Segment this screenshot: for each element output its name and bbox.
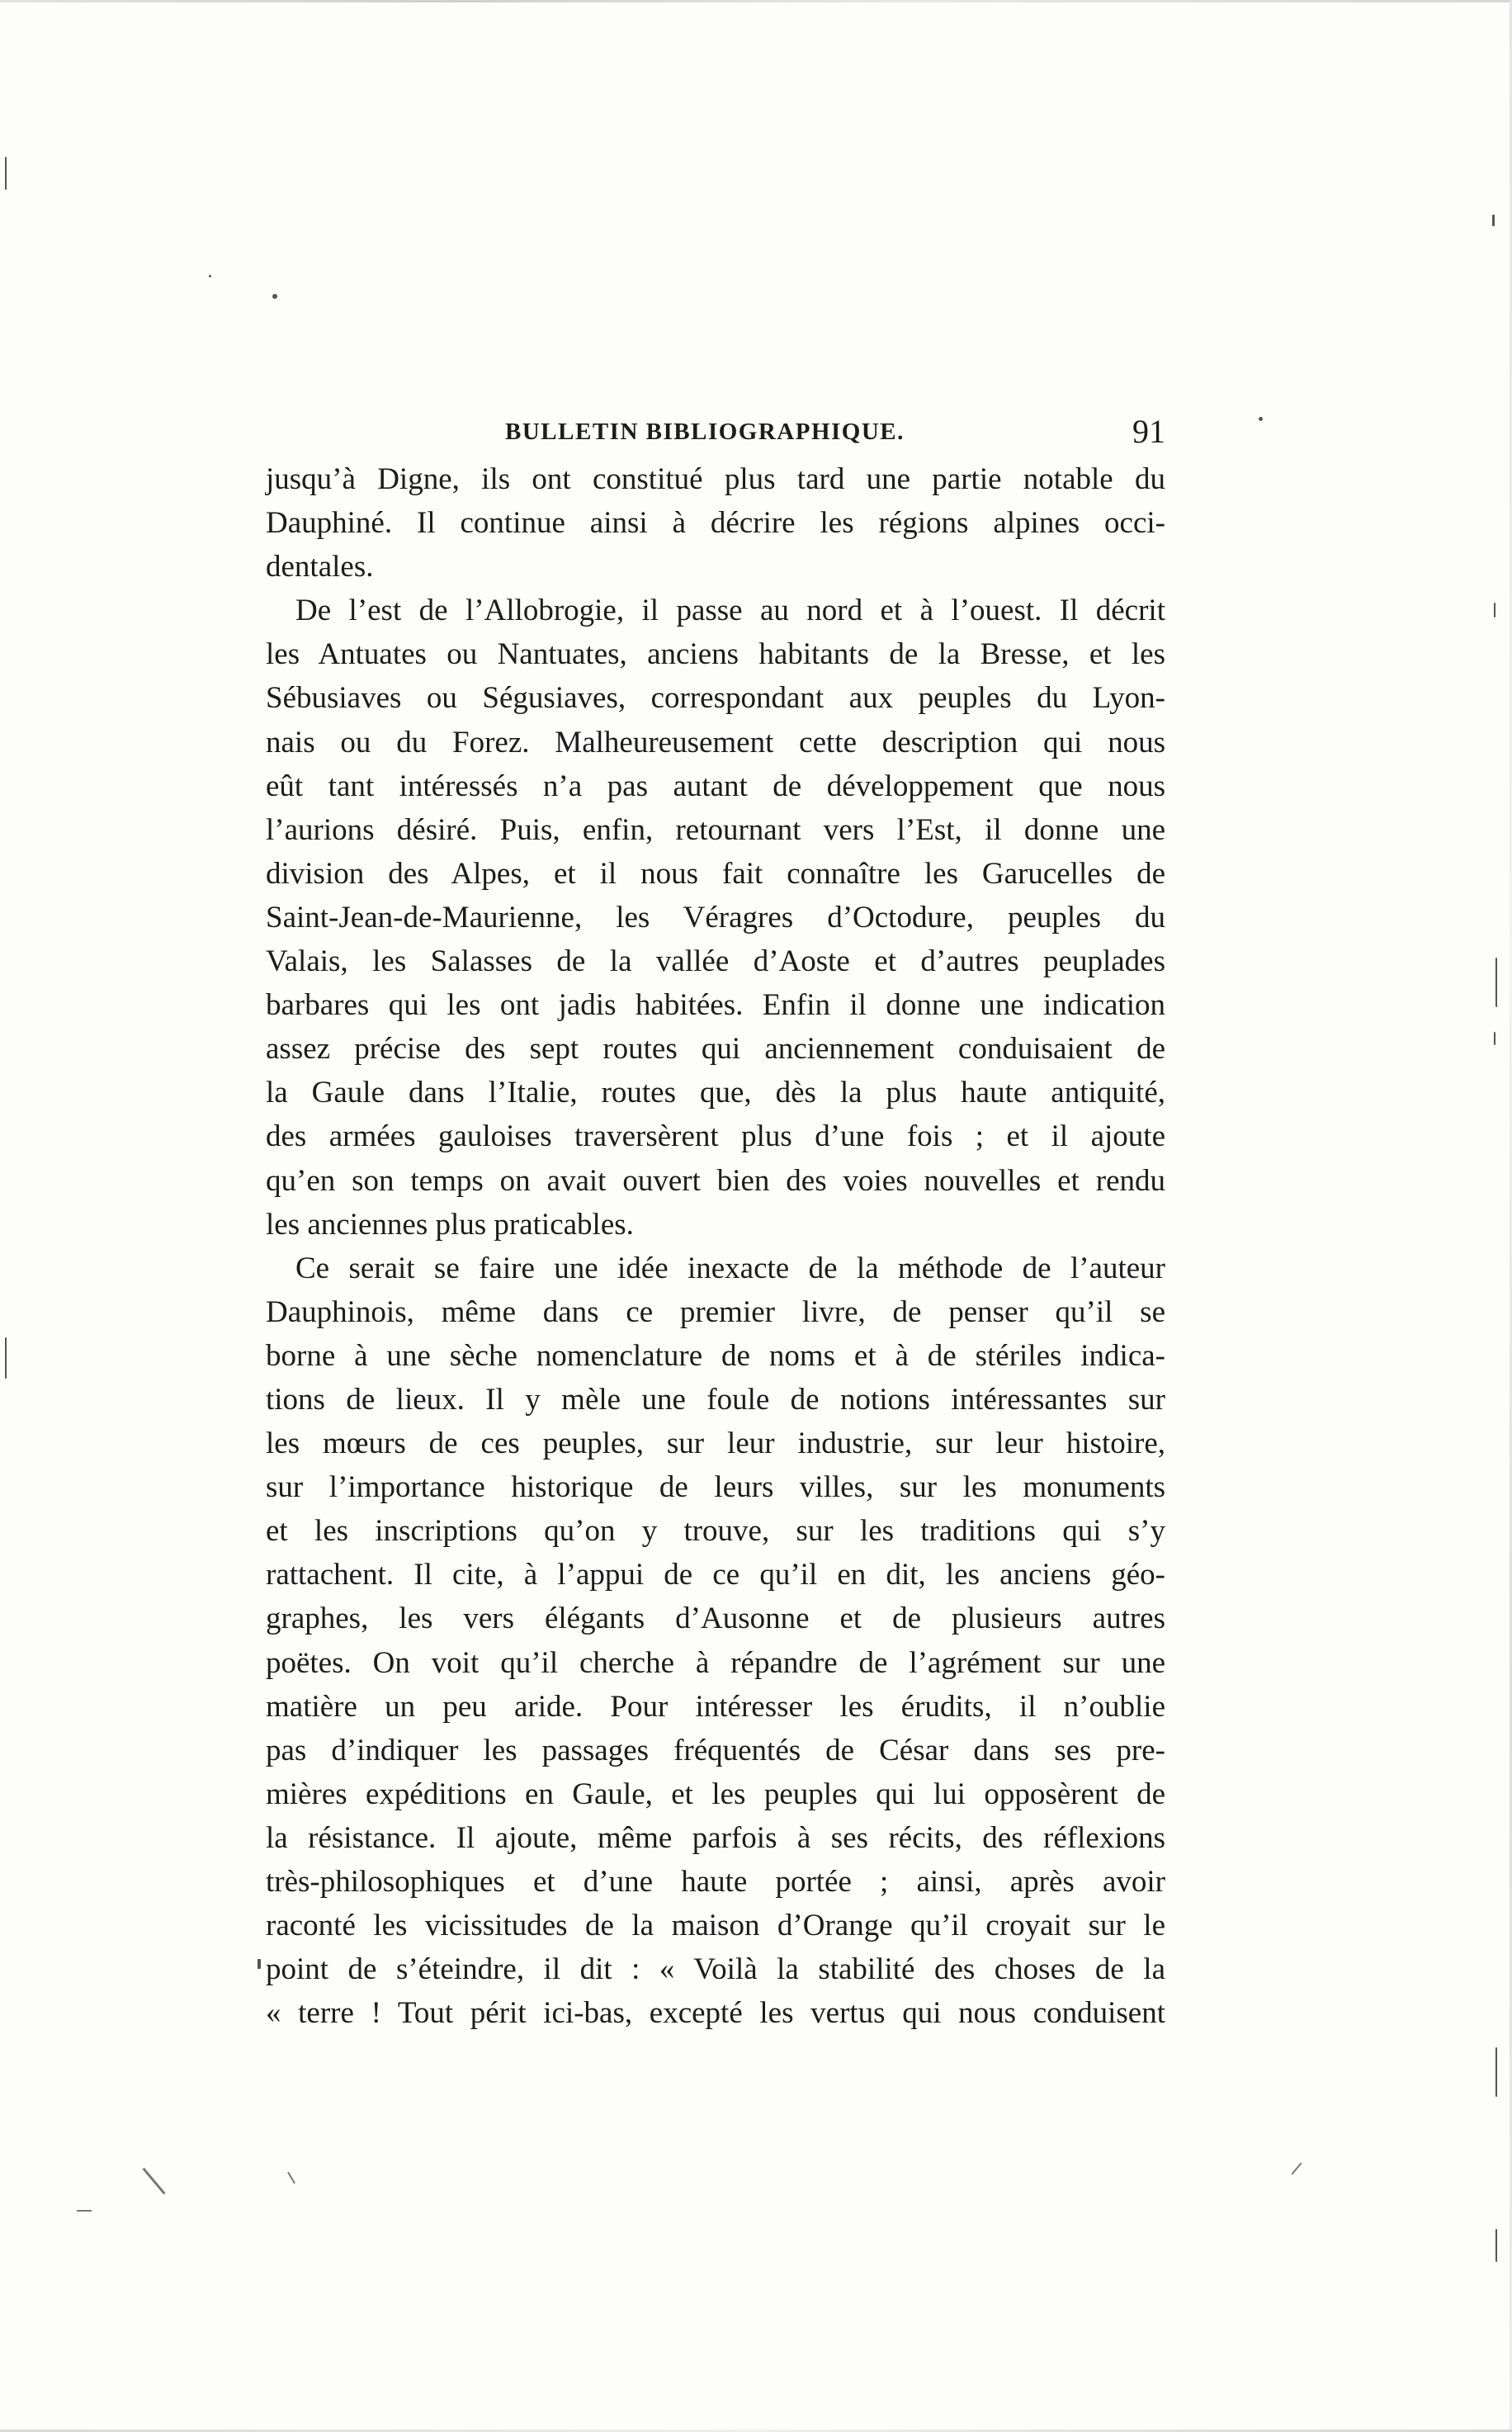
text-line: barbares qui les ont jadis habitées. Enfin il donne une indication xyxy=(266,988,1165,1023)
text-line: jusqu’à Digne, ils ont constitué plus tard une partie notable du xyxy=(266,462,1165,496)
scan-speck xyxy=(209,275,211,277)
text-line: Saint-Jean-de-Maurienne, les Véragres d’Octodure, peuples du xyxy=(266,900,1165,934)
text-line: De l’est de l’Allobrogie, il passe au nord et à l’ouest. Il décrit xyxy=(295,594,1165,628)
text-line: sur l’importance historique de leurs villes, sur les monuments xyxy=(266,1470,1165,1505)
body-text xyxy=(266,457,1165,2035)
text-line: Dauphiné. Il continue ainsi à décrire les régions alpines occi- xyxy=(266,506,1165,541)
running-title: BULLETIN BIBLIOGRAPHIQUE. xyxy=(505,419,905,445)
text-line: division des Alpes, et il nous fait connaître les Garucelles de xyxy=(266,856,1165,891)
text-line: les mœurs de ces peuples, sur leur industrie, sur leur histoire, xyxy=(266,1427,1165,1461)
text-line: Dauphinois, même dans ce premier livre, de penser qu’il se xyxy=(266,1294,1165,1329)
text-line: graphes, les vers élégants d’Ausonne et de plusieurs autres xyxy=(266,1602,1165,1636)
text-line: Sébusiaves ou Ségusiaves, correspondant aux peuples du Lyon- xyxy=(266,681,1165,716)
text-line: Ce serait se faire une idée inexacte de la méthode de l’auteur xyxy=(295,1251,1165,1285)
page-number: 91 xyxy=(1132,413,1165,450)
text-line: la Gaule dans l’Italie, routes que, dès la plus haute antiquité, xyxy=(266,1076,1165,1110)
text-line: Valais, les Salasses de la vallée d’Aoste et d’autres peuplades xyxy=(266,944,1165,979)
text-line: point de s’éteindre, il dit : « Voilà la stabilité des choses de la xyxy=(266,1952,1165,1987)
scan-mark xyxy=(1291,2162,1302,2174)
scan-mark xyxy=(77,2210,92,2212)
text-line: tions de lieux. Il y mèle une foule de notions intéressantes sur xyxy=(266,1382,1165,1417)
scan-speck xyxy=(5,1337,7,1379)
scan-speck xyxy=(5,157,7,190)
text-line: l’aurions désiré. Puis, enfin, retournant vers l’Est, il donne une xyxy=(266,812,1165,847)
scan-speck xyxy=(1495,958,1497,1007)
running-header xyxy=(266,411,1165,452)
text-line: des armées gauloises traversèrent plus d’une fois ; et il ajoute xyxy=(266,1119,1165,1154)
text-line: raconté les vicissitudes de la maison d’Orange qu’il croyait sur le xyxy=(266,1909,1165,1943)
text-line: borne à une sèche nomenclature de noms et à de stériles indica- xyxy=(266,1338,1165,1373)
scan-speck xyxy=(1494,603,1495,617)
text-line: eût tant intéressés n’a pas autant de développement que nous xyxy=(266,769,1165,803)
scan-mark xyxy=(142,2168,165,2195)
text-line: poëtes. On voit qu’il cherche à répandre de l’agrément sur une xyxy=(266,1645,1165,1680)
text-line: assez précise des sept routes qui anciennement conduisaient de xyxy=(266,1032,1165,1067)
text-line: mières expéditions en Gaule, et les peuples qui lui opposèrent de xyxy=(266,1777,1165,1811)
text-line: la résistance. Il ajoute, même parfois à ses récits, des réflexions xyxy=(266,1820,1165,1855)
scan-speck xyxy=(1259,417,1263,421)
scan-speck xyxy=(1494,1032,1495,1045)
scan-speck xyxy=(1492,215,1495,226)
text-line: nais ou du Forez. Malheureusement cette description qui nous xyxy=(266,725,1165,759)
text-line: et les inscriptions qu’on y trouve, sur les traditions qui s’y xyxy=(266,1514,1165,1549)
scan-edge-top xyxy=(0,0,1512,2)
text-line: les anciennes plus praticables. xyxy=(266,1207,634,1242)
text-line: matière un peu aride. Pour intéresser les érudits, il n’oublie xyxy=(266,1689,1165,1724)
text-line: dentales. xyxy=(266,550,374,584)
text-line: rattachent. Il cite, à l’appui de ce qu’il en dit, les anciens géo- xyxy=(266,1558,1165,1592)
text-line: « terre ! Tout périt ici-bas, excepté les vertus qui nous conduisent xyxy=(266,1996,1165,2031)
text-line: très-philosophiques et d’une haute portée ; ainsi, après avoir xyxy=(266,1865,1165,1899)
text-line: pas d’indiquer les passages fréquentés de César dans ses pre- xyxy=(266,1733,1165,1767)
text-line: les Antuates ou Nantuates, anciens habitants de la Bresse, et les xyxy=(266,637,1165,672)
scan-speck xyxy=(272,294,277,299)
scan-speck xyxy=(1495,2047,1497,2097)
scan-speck xyxy=(258,1959,261,1969)
scan-speck xyxy=(1495,2229,1497,2262)
text-line: qu’en son temps on avait ouvert bien des voies nouvelles et rendu xyxy=(266,1163,1165,1198)
scan-mark xyxy=(287,2172,295,2184)
